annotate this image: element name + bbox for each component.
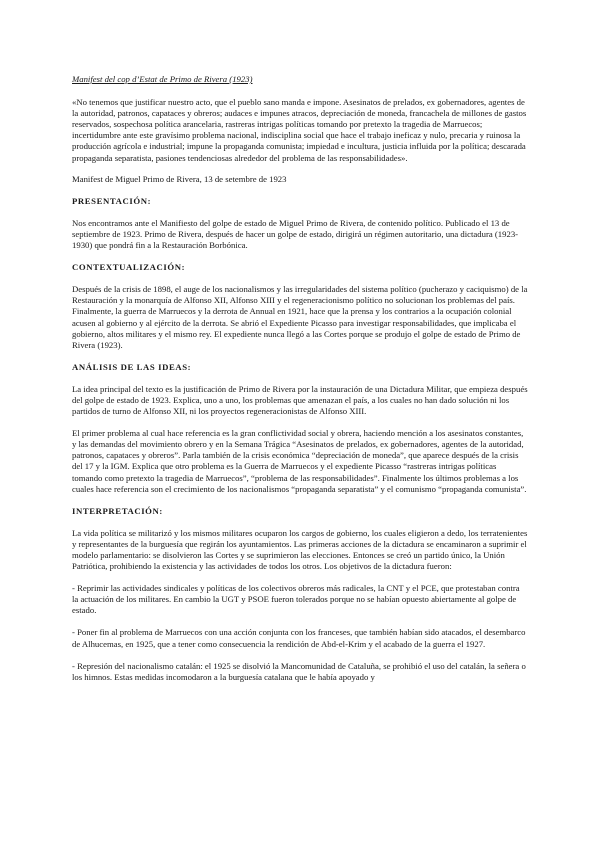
- document-title: Manifest del cop d’Estat de Primo de Rivera (1923): [72, 74, 253, 84]
- paragraph: La idea principal del texto es la justificación de Primo de Rivera por la instauración de una Dictadura Militar, que empieza después del golpe de estado de 1923. Explica, uno a uno, los problemas que amenazan el país, a los cuales no han dado solución ni los partidos de turno de Alfonso XII, ni los proyectos regeneracionistas de Alfonso XIII.: [72, 383, 528, 417]
- heading-interpretacion: INTERPRETACIÓN:: [72, 505, 163, 516]
- heading-presentacion: PRESENTACIÓN:: [72, 195, 152, 206]
- quote-attribution: Manifest de Miguel Primo de Rivera, 13 de setembre de 1923: [72, 173, 287, 184]
- paragraph: Después de la crisis de 1898, el auge de los nacionalismos y las irregularidades del sistema político (pucherazo y caciquismo) de la Restauración y la monarquía de Alfonso XII, Alfonso XIII y el regeneracionismo político no solucionan los problemas del país. Finalmente, la guerra de Marruecos y la derrota de Annual en 1921, hace que la prensa y los contrarios a la ocupación colonial acusen al gobierno y al ejército de la derrota. Se abrió el Expediente Picasso para investigar responsabilidades, que implicaba el gobierno, altos militares y el mismo rey. El expediente nunca llegó a las Cortes porque se produjo el golpe de estado de Primo de Rivera (1923).: [72, 284, 528, 350]
- document-page: [72, 74, 528, 694]
- paragraph: La vida política se militarizó y los mismos militares ocuparon los cargos de gobierno, los cuales eligieron a dedo, los terratenientes y representantes de la burguesía que regirán los ayuntamientos. Las primeras acciones de la dictadura se encaminaron a suprimir el modelo parlamentario: se disolvieron las Cortes y se suprimieron las elecciones. Entonces se creó un partido único, la Unión Patriótica, prohibiendo la existencia y las actividades de todos los otros. Los objetivos de la dictadura fueron:: [72, 527, 528, 572]
- list-item: - Represión del nacionalismo catalán: el 1925 se disolvió la Mancomunidad de Cataluña, se prohibió el uso del catalán, la señera o los himnos. Estas medidas incomodaron a la burguesía catalana que le había apoyado y: [72, 660, 526, 682]
- paragraph: Nos encontramos ante el Manifiesto del golpe de estado de Miguel Primo de Rivera, de contenido político. Publicado el 13 de septiembre de 1923. Primo de Rivera, después de hacer un golpe de estado, dirigirá un régimen autoritario, una dictadura (1923-1930) que pondrá fin a la Restauración Borbónica.: [72, 217, 519, 251]
- heading-contextualizacion: CONTEXTUALIZACIÓN:: [72, 262, 186, 273]
- manifesto-quote: «No tenemos que justificar nuestro acto, que el pueblo sano manda e impone. Asesinatos de prelados, ex gobernadores, agentes de la autoridad, patronos, capataces y obreros; audaces e impunes atracos, depreciación de moneda, francachela de millones de gastos reservados, sospechosa política arancelaria, rastreras intrigas políticas tomando por pretexto la tragedia de Marruecos; incertidumbre ante este gravísimo problema nacional, indisciplina social que hace el trabajo ineficaz y nulo, precaria y ruinosa la producción agrícola e industrial; impune la propaganda comunista; impiedad e incultura, justicia influida por la política; descarada propaganda separatista, pasiones tendenciosas alrededor del problema de las responsabilidades».: [72, 97, 527, 163]
- heading-analisis: ANÁLISIS DE LAS IDEAS:: [72, 361, 192, 372]
- paragraph: El primer problema al cual hace referencia es la gran conflictividad social y obrera, haciendo mención a los asesinatos constantes, y las demandas del movimiento obrero y en la Semana Trágica “Asesinatos de prelados, ex gobernadores, agentes de la autoridad, patronos, capataces y obreros”. Parla también de la crisis económica “depreciación de moneda”, que aparece después de la crisis del 17 y la IGM. Explica que otro problema es la Guerra de Marruecos y el expediente Picasso “rastreras intrigas políticas tomando como pretexto la tragedia de Marruecos”, “problema de las responsabilidades”. Finalmente los últimos problemas a los cuales hace referencia son el crecimiento de los nacionalismos “propaganda separatista” y el comunismo “propaganda comunista”.: [72, 428, 527, 494]
- list-item: - Poner fin al problema de Marruecos con una acción conjunta con los franceses, que también habían sido atacados, el desembarco de Alhucemas, en 1925, que a tener como consecuencia la rendición de Abd-el-Krim y el acabado de la guerra el 1927.: [72, 627, 526, 649]
- list-item: - Reprimir las actividades sindicales y políticas de los colectivos obreros más radicales, la CNT y el PCE, que protestaban contra la actuación de los militares. En cambio la UGT y PSOE fueron tolerados porque no se habían opuesto abiertamente al golpe de estado.: [72, 583, 520, 616]
